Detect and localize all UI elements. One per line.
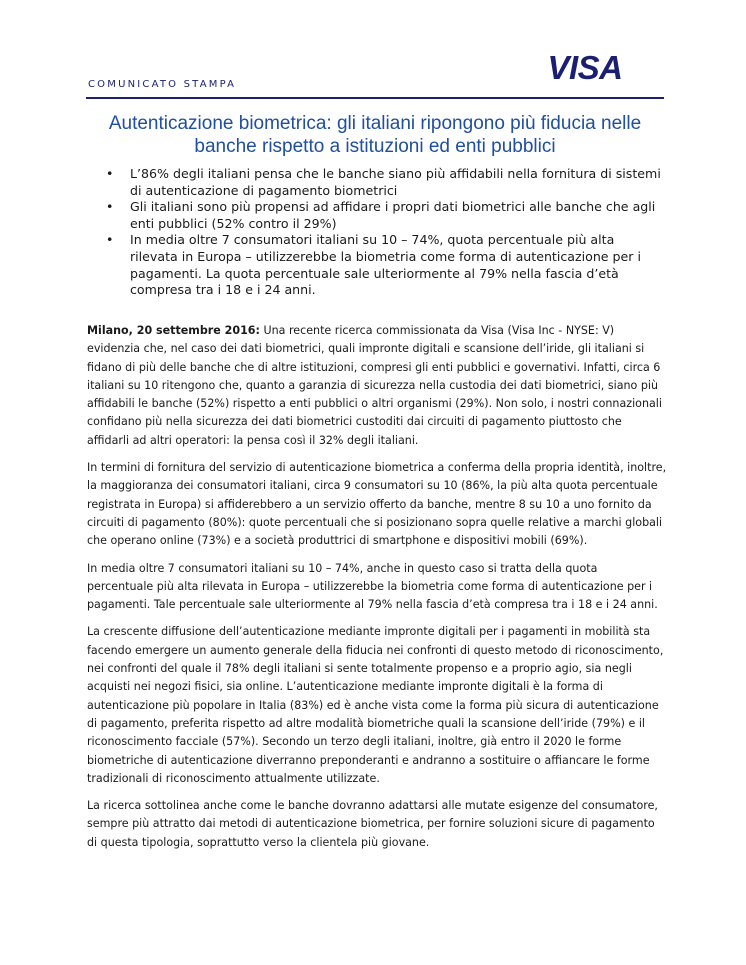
list-item-text: Gli italiani sono più propensi ad affidare i propri dati biometrici alle banche che agli enti pubblici (52% contro il 29%) [130, 199, 656, 231]
paragraph-1-text: Una recente ricerca commissionata da Visa (Visa Inc - NYSE: V) evidenzia che, nel caso dei dati biometrici, quali impronte digitali e scansione dell’iride, gli italiani si fidano di più delle banche che di altre istituzioni, compresi gli enti pubblici e governativi. Infatti, circa 6 italiani su 10 ritengono che, quanto a garanzia di sicurezza nella custodia dei dati biometrici, siano più affidabili le banche (52%) rispetto a enti pubblici o altri organismi (29%). Non solo, i nostri connazionali confidano più nella sicurezza dei dati biometrici custoditi dai circuiti di pagamento piuttosto che affidarli ad altri operatori: la pensa così il 32% degli italiani. [87, 324, 662, 447]
page-title [86, 112, 664, 158]
article-body [87, 322, 667, 861]
paragraph-4: La crescente diffusione dell’autenticazione mediante impronte digitali per i pagamenti in mobilità sta facendo emergere un aumento generale della fiducia nei confronti di questo metodo di riconoscimento, nei confronti del quale il 78% degli italiani si sente totalmente propenso e a proprio agio, sia negli acquisti nei negozi fisici, sia online. L’autenticazione mediante impronte digitali è la forma di autenticazione più popolare in Italia (83%) ed è anche vista come la forma più sicura di autenticazione di pagamento, preferita rispetto ad altre modalità biometriche quali la scansione dell’iride (79%) e il riconoscimento facciale (57%). Secondo un terzo degli italiani, inoltre, già entro il 2020 le forme biometriche di autenticazione diverranno preponderanti e andranno a sostituire o affiancare le forme tradizionali di riconoscimento attualmente utilizzate. [87, 625, 664, 785]
paragraph-5: La ricerca sottolinea anche come le banche dovranno adattarsi alle mutate esigenze del consumatore, sempre più attratto dai metodi di autenticazione biometrica, per fornire soluzioni sicure di pagamento di questa tipologia, soprattutto verso la clientela più giovane. [87, 799, 658, 849]
paragraph-1 [87, 322, 667, 450]
list-item [106, 199, 666, 232]
press-release-label: COMUNICATO STAMPA [88, 79, 237, 90]
list-item-text: L’86% degli italiani pensa che le banche siano più affidabili nella fornitura di sistemi di autenticazione di pagamento biometrici [130, 166, 661, 198]
highlights-list [106, 166, 666, 299]
list-item-text: In media oltre 7 consumatori italiani su 10 – 74%, quota percentuale più alta rilevata in Europa – utilizzerebbe la biometria come forma di autenticazione per i pagamenti. La quota percentuale sale ulteriormente al 79% nella fascia d’età compresa tra i 18 e i 24 anni. [130, 232, 641, 298]
paragraph-2: In termini di fornitura del servizio di autenticazione biometrica a conferma della propria identità, inoltre, la maggioranza dei consumatori italiani, circa 9 consumatori su 10 (86%, la più alta quota percentuale registrata in Europa) si affiderebbero a un servizio offerto da banche, mentre 8 su 10 a uno fornito da circuiti di pagamento (80%): quote percentuali che si posizionano sopra quelle relative a marchi globali che operano online (73%) e a società produttrici di smartphone e dispositivi mobili (69%). [87, 461, 667, 548]
dateline: Milano, 20 settembre 2016: [87, 324, 260, 337]
bullet-icon: • [106, 166, 114, 181]
list-item [106, 166, 666, 199]
list-item [106, 232, 666, 298]
bullet-icon: • [106, 232, 114, 248]
bullet-icon: • [106, 199, 114, 215]
title-line-1: Autenticazione biometrica: gli italiani ripongono più fiducia nelle [108, 113, 642, 134]
visa-logo [539, 50, 631, 84]
visa-logo-text: VISA [547, 50, 623, 84]
title-line-2: banche rispetto a istituzioni ed enti pubblici [194, 136, 556, 157]
paragraph-3: In media oltre 7 consumatori italiani su 10 – 74%, anche in questo caso si tratta della quota percentuale più alta rilevata in Europa – utilizzerebbe la biometria come forma di autenticazione per i pagamenti. Tale percentuale sale ulteriormente al 79% nella fascia d’età compresa tra i 18 e i 24 anni. [87, 561, 658, 612]
header-divider [86, 97, 664, 99]
